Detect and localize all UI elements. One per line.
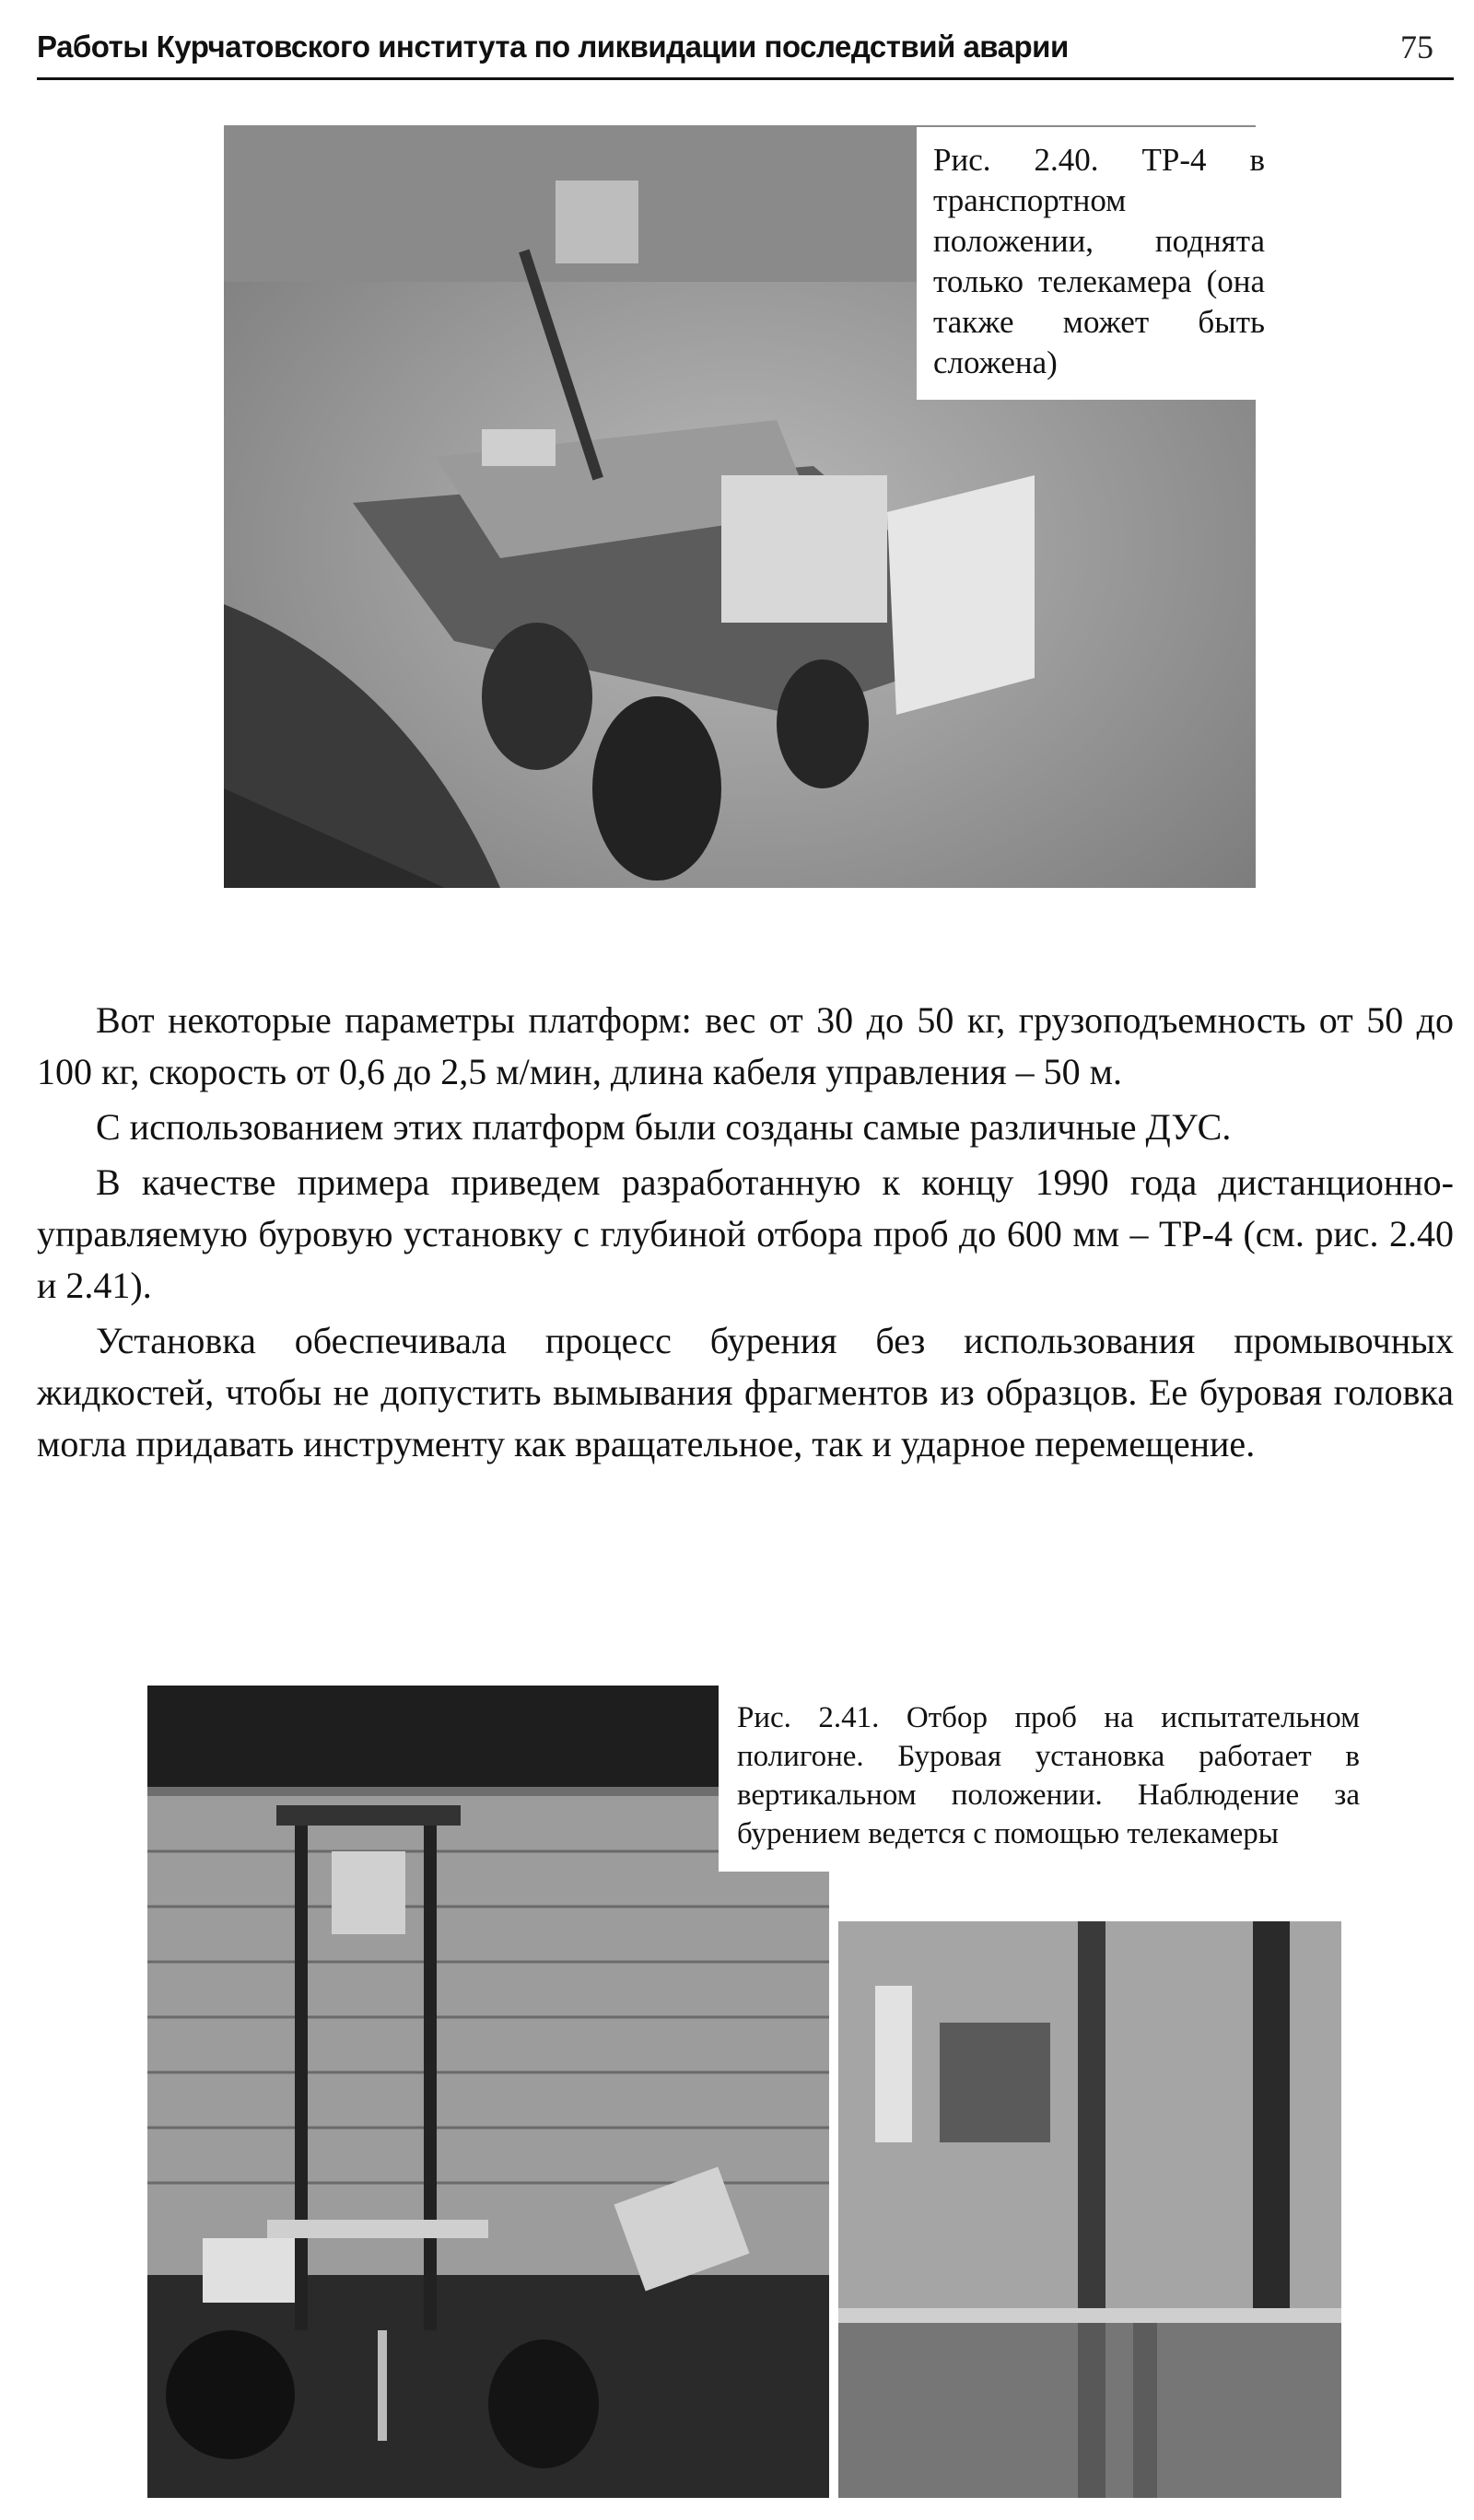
paragraph: С использованием этих платформ были созданы самые различные ДУС. — [96, 1106, 1232, 1148]
paragraph: В качестве примера приведем разработанную к концу 1990 года дистанционно-управляемую буровую установку с глубиной отбора проб до 600 мм – ТР-4 (см. рис. 2.40 и 2.41). — [37, 1161, 1454, 1306]
paragraph: Вот некоторые параметры платформ: вес от 30 до 50 кг, грузоподъемность от 50 до 100 кг, скорость от 0,6 до 2,5 м/мин, длина кабеля управления – 50 м. — [37, 999, 1454, 1092]
page-number: 75 — [1400, 29, 1433, 65]
figure-2-41-caption: Рис. 2.41. Отбор проб на испытательном полигоне. Буровая установка работает в вертикальном положении. Наблюдение за бурением ведется с помощью телекамеры — [719, 1686, 1371, 1872]
body-text — [37, 995, 1454, 1474]
paragraph: Установка обеспечивала процесс бурения без использования промывочных жидкостей, чтобы не допустить вымывания фрагментов из образцов. Ее буровая головка могла придавать инструменту как вращательное, так и ударное перемещение. — [37, 1320, 1454, 1464]
figure-2-40-caption: Рис. 2.40. ТР-4 в транспортном положении, поднята только телекамера (она также может быть сложена) — [917, 127, 1265, 400]
figure-2-41-photo-right — [838, 1921, 1341, 2498]
running-title: Работы Курчатовского института по ликвидации последствий аварии — [37, 29, 1069, 64]
header-rule — [37, 77, 1454, 80]
